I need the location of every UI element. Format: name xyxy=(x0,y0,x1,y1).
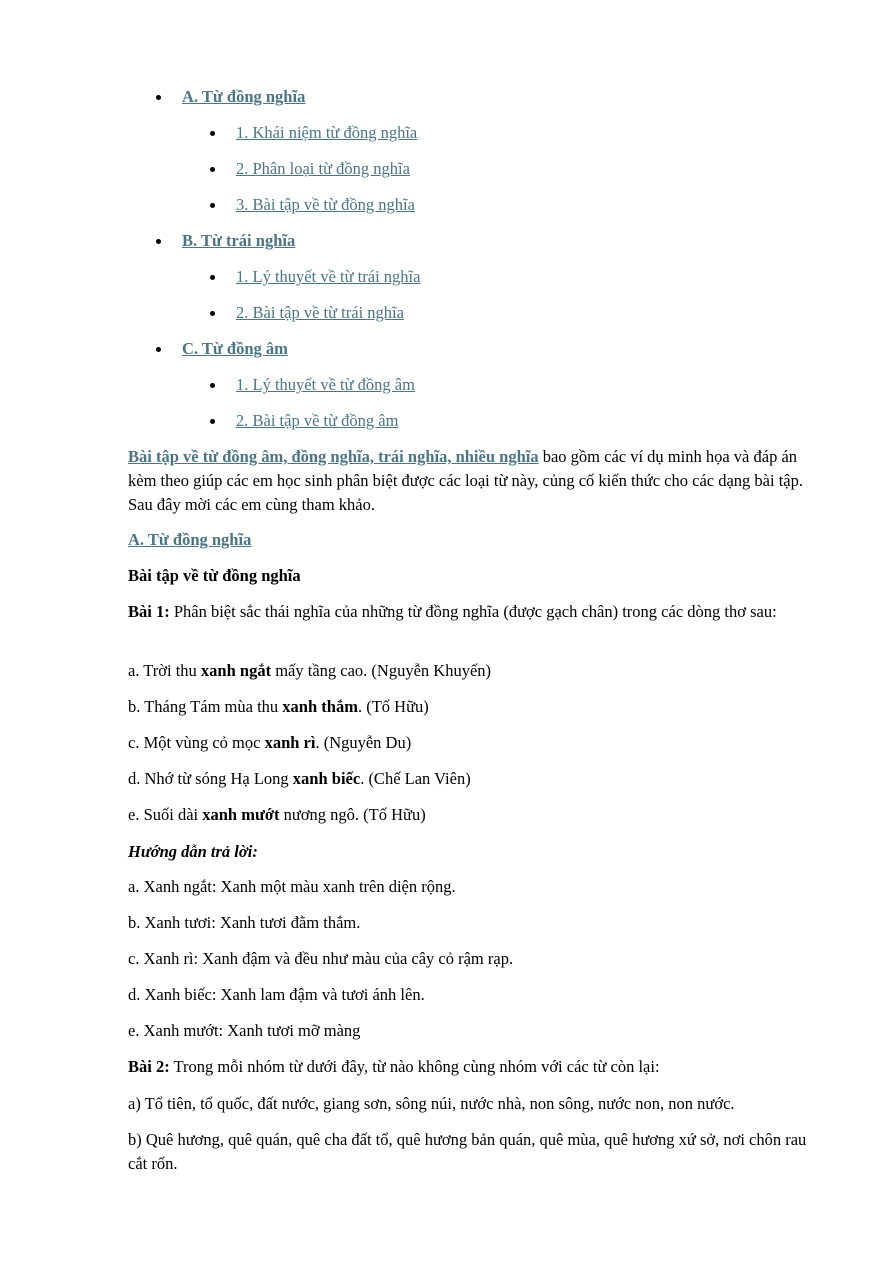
subheading: Bài tập về từ đồng nghĩa xyxy=(128,566,301,585)
poem-line-emphasis: xanh biếc xyxy=(292,769,361,788)
toc-item-b1[interactable] xyxy=(236,267,420,287)
toc-link-a[interactable]: A. Từ đồng nghĩa xyxy=(182,87,306,106)
bullet-icon xyxy=(210,275,215,280)
exercise-1-text: Phân biệt sắc thái nghĩa của những từ đồng nghĩa (được gạch chân) trong các dòng thơ sau: xyxy=(169,602,777,621)
toc-item-a2[interactable] xyxy=(236,159,410,179)
poem-line-text: b. Tháng Tám mùa thu xyxy=(128,697,283,716)
answer-c: c. Xanh rì: Xanh đậm và đều như màu của cây cỏ rậm rạp. xyxy=(128,949,514,968)
toc-item-c1[interactable] xyxy=(236,375,415,395)
bullet-icon xyxy=(210,167,215,172)
toc-link-a3[interactable]: 3. Bài tập về từ đồng nghĩa xyxy=(236,195,415,214)
bullet-icon xyxy=(210,131,215,136)
answer-e: e. Xanh mướt: Xanh tươi mỡ màng xyxy=(128,1021,361,1040)
poem-line-text: nương ngô. (Tố Hữu) xyxy=(279,805,426,824)
toc-link-b[interactable]: B. Từ trái nghĩa xyxy=(182,231,296,250)
toc-item-a3[interactable] xyxy=(236,195,415,215)
toc-link-c[interactable]: C. Từ đồng âm xyxy=(182,339,288,358)
intro-link[interactable]: Bài tập về từ đồng âm, đồng nghĩa, trái nghĩa, nhiều nghĩa xyxy=(128,447,539,466)
toc-link-c1[interactable]: 1. Lý thuyết về từ đồng âm xyxy=(236,375,415,394)
exercise-2-item-a: a) Tổ tiên, tổ quốc, đất nước, giang sơn, sông núi, nước nhà, non sông, nước non, non nước. xyxy=(128,1094,735,1113)
poem-line-b xyxy=(128,695,812,719)
poem-line-text: d. Nhớ từ sóng Hạ Long xyxy=(128,769,293,788)
bullet-icon xyxy=(210,419,215,424)
bullet-icon xyxy=(156,347,161,352)
answer-a: a. Xanh ngắt: Xanh một màu xanh trên diện rộng. xyxy=(128,877,456,896)
bullet-icon xyxy=(156,95,161,100)
exercise-2-label: Bài 2: xyxy=(128,1057,170,1076)
section-heading-link[interactable]: A. Từ đồng nghĩa xyxy=(128,530,252,549)
poem-line-text: . (Tố Hữu) xyxy=(357,697,429,716)
answer-b: b. Xanh tươi: Xanh tươi đằm thắm. xyxy=(128,913,361,932)
toc-section-a[interactable] xyxy=(182,87,305,107)
poem-line-a xyxy=(128,659,812,683)
toc-link-b1[interactable]: 1. Lý thuyết về từ trái nghĩa xyxy=(236,267,421,286)
poem-line-e xyxy=(128,803,812,827)
answer-d: d. Xanh biếc: Xanh lam đậm và tươi ánh lên. xyxy=(128,985,425,1004)
bullet-icon xyxy=(210,311,215,316)
poem-line-text: c. Một vùng cỏ mọc xyxy=(128,733,265,752)
toc-link-a2[interactable]: 2. Phân loại từ đồng nghĩa xyxy=(236,159,410,178)
toc-link-b2[interactable]: 2. Bài tập về từ trái nghĩa xyxy=(236,303,404,322)
exercise-2-item-b: b) Quê hương, quê quán, quê cha đất tổ, quê hương bản quán, quê mùa, quê hương xứ sở, nơi chôn rau cắt rốn. xyxy=(128,1130,807,1173)
poem-line-emphasis: xanh mướt xyxy=(202,805,280,824)
section-heading[interactable] xyxy=(128,528,812,552)
poem-line-text: e. Suối dài xyxy=(128,805,203,824)
toc-item-c2[interactable] xyxy=(236,411,398,431)
toc-link-c2[interactable]: 2. Bài tập về từ đồng âm xyxy=(236,411,399,430)
poem-line-emphasis: xanh rì xyxy=(264,733,316,752)
toc-link-a1[interactable]: 1. Khái niệm từ đồng nghĩa xyxy=(236,123,418,142)
toc-section-b[interactable] xyxy=(182,231,295,251)
bullet-icon xyxy=(210,203,215,208)
poem-line-text: mấy tầng cao. (Nguyễn Khuyến) xyxy=(271,661,492,680)
exercise-1-label: Bài 1: xyxy=(128,602,170,621)
toc-section-c[interactable] xyxy=(182,339,288,359)
toc-item-a1[interactable] xyxy=(236,123,417,143)
poem-line-emphasis: xanh thắm xyxy=(282,697,358,716)
poem-line-emphasis: xanh ngắt xyxy=(200,661,272,680)
toc-item-b2[interactable] xyxy=(236,303,404,323)
intro-text: bao gồm các ví dụ minh họa và đáp án kèm theo giúp các em học sinh phân biệt được các loại từ này, củng cố kiến thức cho các dạng bài tập. Sau đây mời các em cùng tham khảo. xyxy=(128,447,803,514)
exercise-2 xyxy=(128,1055,812,1079)
poem-line-text: . (Chế Lan Viên) xyxy=(360,769,471,788)
bullet-icon xyxy=(210,383,215,388)
exercise-1 xyxy=(128,600,812,624)
bullet-icon xyxy=(156,239,161,244)
exercise-2-text: Trong mỗi nhóm từ dưới đây, từ nào không cùng nhóm với các từ còn lại: xyxy=(169,1057,660,1076)
intro-paragraph xyxy=(128,445,812,517)
poem-line-d xyxy=(128,767,812,791)
poem-line-text: a. Trời thu xyxy=(128,661,201,680)
poem-line-c xyxy=(128,731,812,755)
answer-heading: Hướng dẫn trả lời: xyxy=(128,842,258,861)
poem-line-text: . (Nguyễn Du) xyxy=(315,733,412,752)
